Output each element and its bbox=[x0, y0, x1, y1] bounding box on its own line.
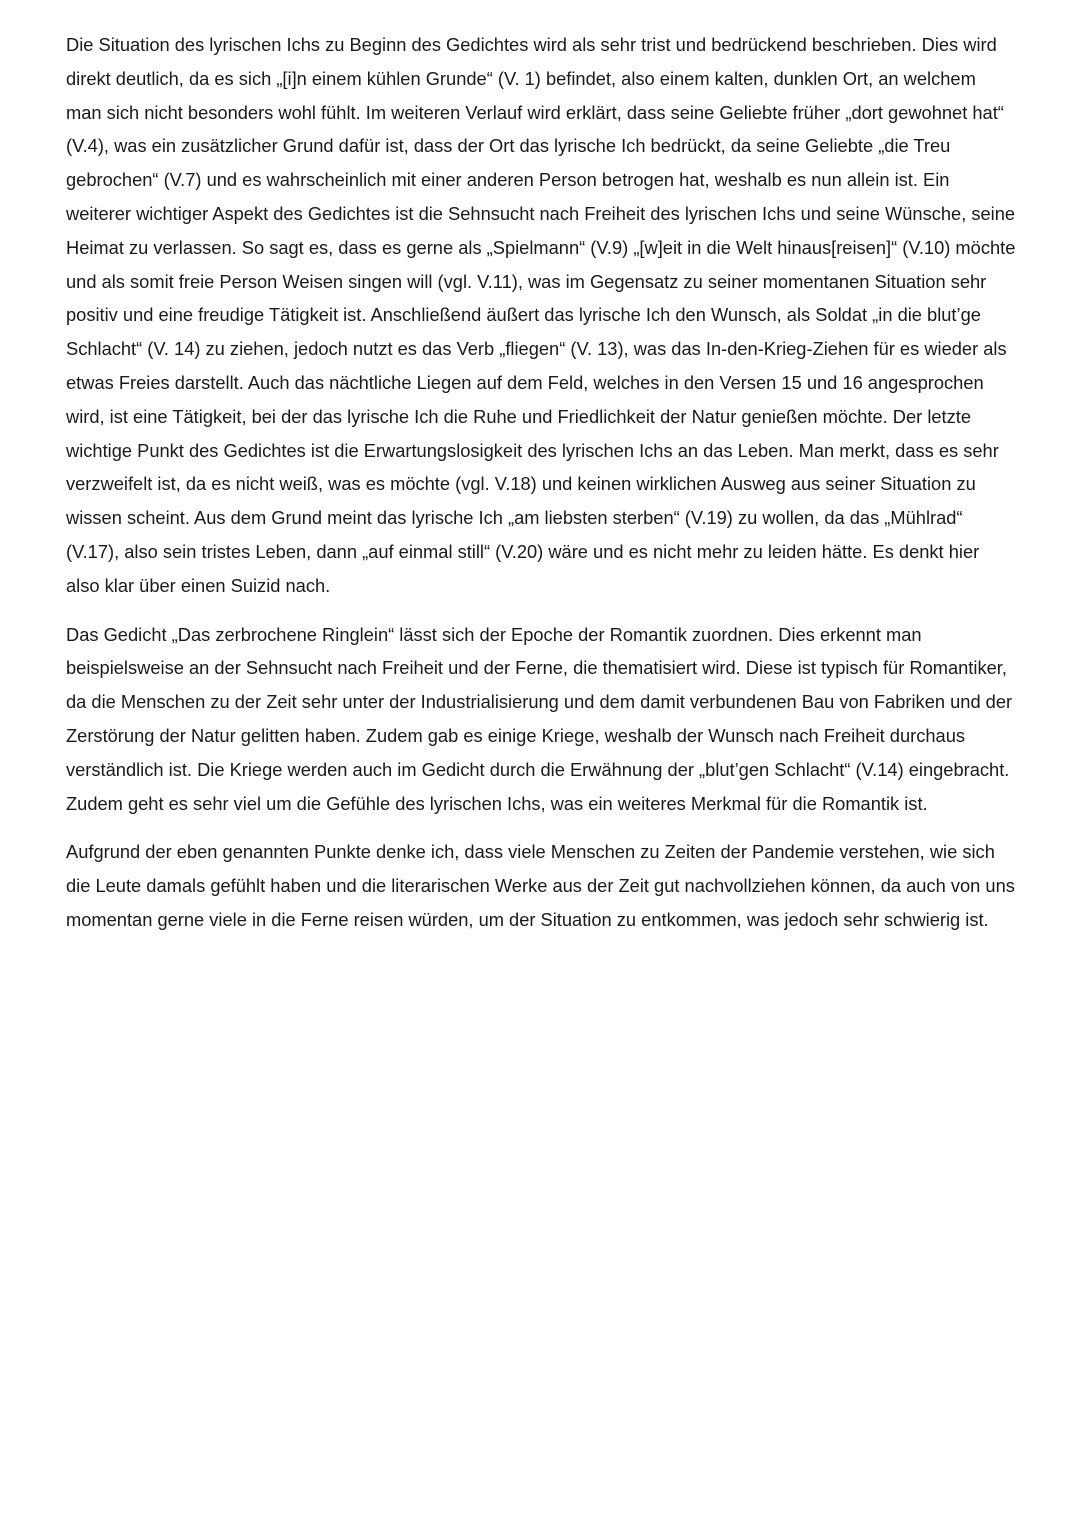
document-page bbox=[66, 28, 1016, 952]
paragraph-epoch: Das Gedicht „Das zerbrochene Ringlein“ lässt sich der Epoche der Romantik zuordnen. Dies erkennt man beispielsweise an der Sehnsucht nach Freiheit und der Ferne, die thematisiert wird. Diese ist typisch für Romantiker, da die Menschen zu der Zeit sehr unter der Industrialisierung und dem damit verbundenen Bau von Fabriken und der Zerstörung der Natur gelitten haben. Zudem gab es einige Kriege, weshalb der Wunsch nach Freiheit durchaus verständlich ist. Die Kriege werden auch im Gedicht durch die Erwähnung der „blut’gen Schlacht“ (V.14) eingebracht. Zudem geht es sehr viel um die Gefühle des lyrischen Ichs, was ein weiteres Merkmal für die Romantik ist. bbox=[66, 623, 1013, 814]
paragraph-conclusion: Aufgrund der eben genannten Punkte denke ich, dass viele Menschen zu Zeiten der Pandemie verstehen, wie sich die Leute damals gefühlt haben und die literarischen Werke aus der Zeit gut nachvollziehen können, da auch von uns momentan gerne viele in die Ferne reisen würden, um der Situation zu entkommen, was jedoch sehr schwierig ist. bbox=[66, 841, 1015, 930]
paragraph-analysis: Die Situation des lyrischen Ichs zu Beginn des Gedichtes wird als sehr trist und bedrückend beschrieben. Dies wird direkt deutlich, da es sich „[i]n einem kühlen Grunde“ (V. 1) befindet, also einem kalten, dunklen Ort, an welchem man sich nicht besonders wohl fühlt. Im weiteren Verlauf wird erklärt, dass seine Geliebte früher „dort gewohnet hat“ (V.4), was ein zusätzlicher Grund dafür ist, dass der Ort das lyrische Ich bedrückt, da seine Geliebte „die Treu gebrochen“ (V.7) und es wahrscheinlich mit einer anderen Person betrogen hat, weshalb es nun allein ist. Ein weiterer wichtiger Aspekt des Gedichtes ist die Sehnsucht nach Freiheit des lyrischen Ichs und seine Wünsche, seine Heimat zu verlassen. So sagt es, dass es gerne als „Spielmann“ (V.9) „[w]eit in die Welt hinaus[reisen]“ (V.10) möchte und als somit freie Person Weisen singen will (vgl. V.11), was im Gegensatz zu seiner momentanen Situation sehr positiv und eine freudige Tätigkeit ist. Anschließend äußert das lyrische Ich den Wunsch, als Soldat „in die blut’ge Schlacht“ (V. 14) zu ziehen, jedoch nutzt es das Verb „fliegen“ (V. 13), was das In-den-Krieg-Ziehen für es wieder als etwas Freies darstellt. Auch das nächtliche Liegen auf dem Feld, welches in den Versen 15 und 16 angesprochen wird, ist eine Tätigkeit, bei der das lyrische Ich die Ruhe und Friedlichkeit der Natur genießen möchte. Der letzte wichtige Punkt des Gedichtes ist die Erwartungslosigkeit des lyrischen Ichs an das Leben. Man merkt, dass es sehr verzweifelt ist, da es nicht weiß, was es möchte (vgl. V.18) und keinen wirklichen Ausweg aus seiner Situation zu wissen scheint. Aus dem Grund meint das lyrische Ich „am liebsten sterben“ (V.19) zu wollen, da das „Mühlrad“ (V.17), also sein tristes Leben, dann „auf einmal still“ (V.20) wäre und es nicht mehr zu leiden hätte. Es denkt hier also klar über einen Suizid nach. bbox=[66, 34, 1016, 596]
